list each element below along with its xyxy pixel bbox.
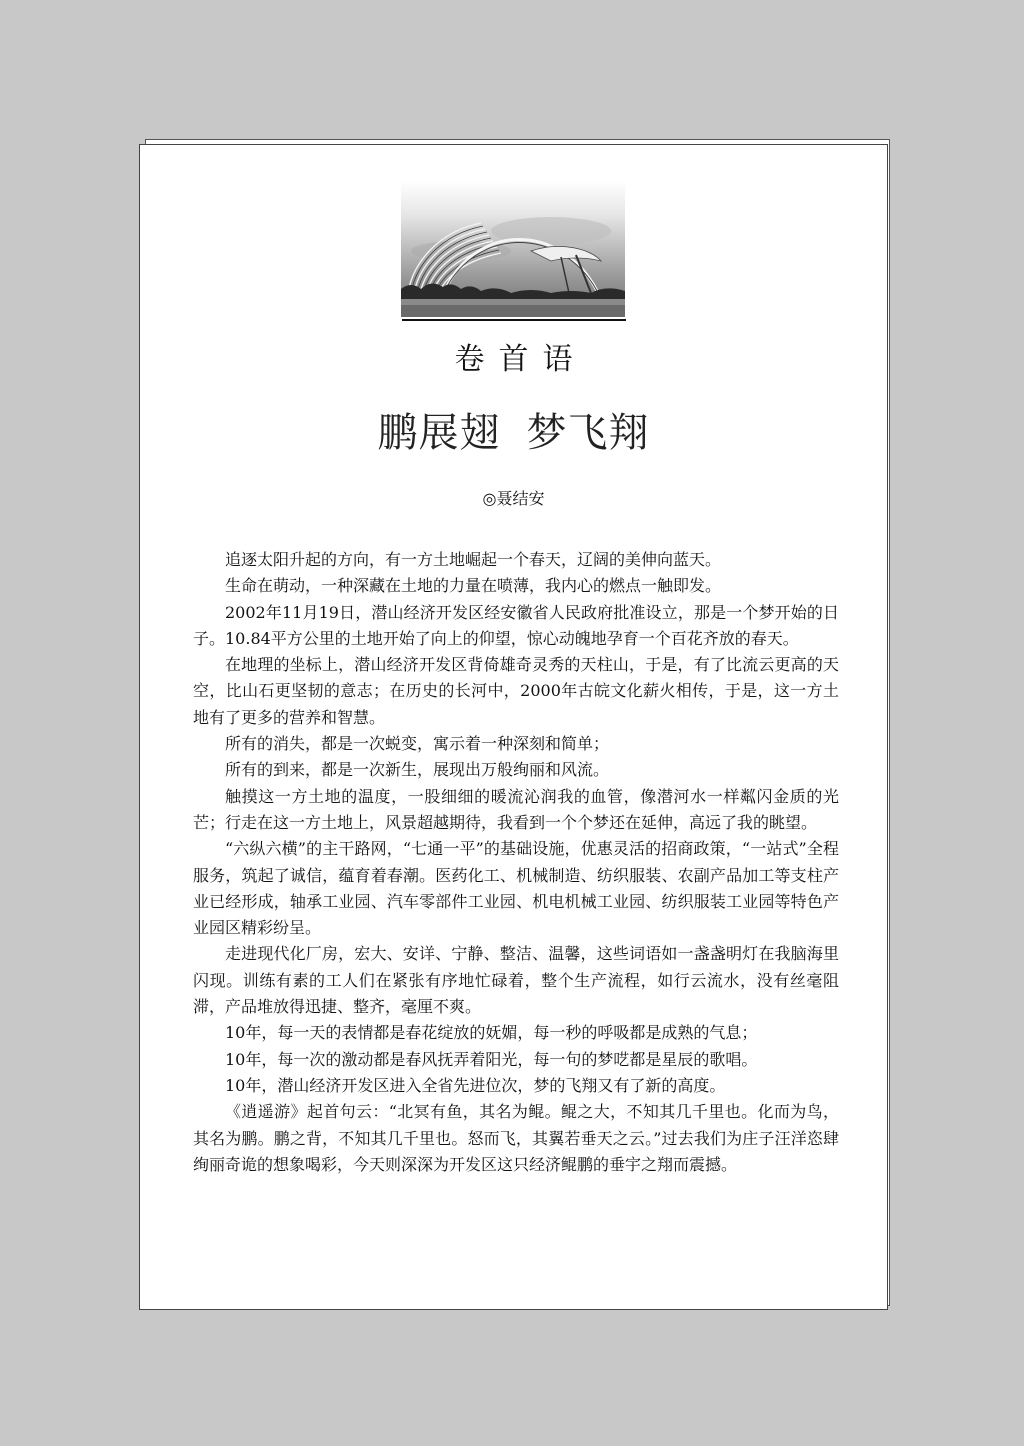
article-title	[140, 401, 887, 458]
article-title-part2: 梦飞翔	[526, 410, 650, 456]
article-title-part1: 鹏展翅	[377, 410, 501, 456]
paragraph: 《逍遥游》起首句云：“北冥有鱼，其名为鲲。鲲之大，不知其几千里也。化而为鸟，其名为鹏。鹏之背，不知其几千里也。怒而飞，其翼若垂天之云。”过去我们为庄子汪洋恣肆绚丽奇诡的想象喝彩，今天则深深为开发区这只经济鲲鹏的垂宇之翔而震撼。	[193, 1102, 839, 1174]
bridge-arch-photo	[401, 181, 625, 317]
header-rule	[402, 319, 626, 321]
paragraph: 在地理的坐标上，潜山经济开发区背倚雄奇灵秀的天柱山，于是，有了比流云更高的天空，比山石更坚韧的意志；在历史的长河中，2000年古皖文化薪火相传，于是，这一方土地有了更多的营养和智慧。	[193, 655, 839, 727]
paragraph: 生命在萌动，一种深藏在土地的力量在喷薄，我内心的燃点一触即发。	[225, 576, 722, 596]
paragraph: 所有的消失，都是一次蜕变，寓示着一种深刻和简单；	[225, 734, 610, 754]
paragraph: “六纵六横”的主干路网，“七通一平”的基础设施，优惠灵活的招商政策，“一站式”全程服务，筑起了诚信，蕴育着春潮。医药化工、机械制造、纺织服装、农副产品加工等支柱产业已经形成，轴承工业园、汽车零部件工业园、机电机械工业园、纺织服装工业园等特色产业园区精彩纷呈。	[193, 839, 839, 938]
article-body	[193, 547, 839, 1178]
author-byline: ◎聂结安	[482, 489, 545, 508]
paragraph: 10年，每一天的表情都是春花绽放的妩媚，每一秒的呼吸都是成熟的气息；	[225, 1023, 758, 1043]
section-title: 卷首语	[454, 342, 587, 377]
paragraph: 2002年11月19日，潜山经济开发区经安徽省人民政府批准设立，那是一个梦开始的日子。10.84平方公里的土地开始了向上的仰望，惊心动魄地孕育一个百花齐放的春天。	[193, 602, 839, 648]
document-page	[139, 144, 888, 1310]
paragraph: 所有的到来，都是一次新生，展现出万般绚丽和风流。	[225, 760, 610, 780]
paragraph: 触摸这一方土地的温度，一股细细的暖流沁润我的血管，像潜河水一样粼闪金质的光芒；行走在这一方土地上，风景超越期待，我看到一个个梦还在延伸，高远了我的眺望。	[193, 786, 839, 832]
paragraph: 10年，每一次的激动都是春风抚弄着阳光，每一句的梦呓都是星辰的歌唱。	[225, 1049, 758, 1069]
paragraph: 追逐太阳升起的方向，有一方土地崛起一个春天，辽阔的美伸向蓝天。	[225, 550, 722, 569]
paragraph: 走进现代化厂房，宏大、安详、宁静、整洁、温馨，这些词语如一盏盏明灯在我脑海里闪现。训练有素的工人们在紧张有序地忙碌着，整个生产流程，如行云流水，没有丝毫阻滞，产品堆放得迅捷、整齐，毫厘不爽。	[193, 944, 839, 1017]
paragraph: 10年，潜山经济开发区进入全省先进位次，梦的飞翔又有了新的高度。	[225, 1075, 726, 1095]
